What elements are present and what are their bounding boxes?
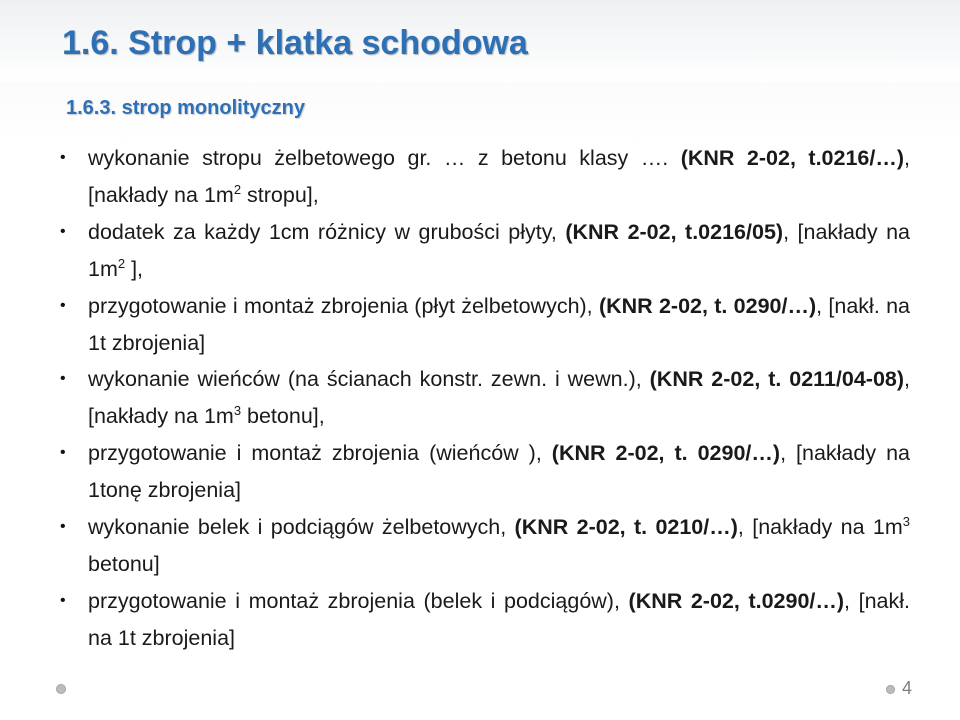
superscript: 2 [233,181,242,197]
knr-reference: (KNR 2-02, t. 0290/…) [551,441,781,466]
knr-reference: (KNR 2-02, t.0216/…) [680,146,905,170]
bullet-text: ], [125,256,144,281]
footer-dot-right-icon [886,685,895,694]
bullet-dot-icon: • [60,444,66,462]
page-number: 4 [902,678,913,698]
superscript: 3 [233,403,242,419]
bullet-text: , [nakłady na 1m [88,367,911,429]
bullet-text: , [nakł. na 1t zbrojenia] [88,293,911,355]
bullet-text: betonu] [88,551,160,576]
bullet-item [60,583,910,657]
bullet-item [60,435,910,509]
bullet-text: wykonanie stropu żelbetowego gr. … z betonu klasy …. [88,146,681,170]
bullet-text: dodatek za każdy 1cm różnicy w grubości płyty, [88,219,566,244]
slide-subtitle: 1.6.3. strop monolityczny [66,97,305,119]
bullet-text: , [nakłady na 1tonę zbrojenia] [88,441,910,503]
bullet-text: , [nakłady na 1m [88,219,911,281]
bullet-dot-icon: • [60,370,66,388]
bullet-text: , [nakłady na 1m [737,515,903,540]
bullet-text: betonu], [241,404,325,429]
bullet-dot-icon: • [60,296,66,314]
bullet-dot-icon: • [60,222,66,240]
knr-reference: (KNR 2-02, t.0216/05) [565,219,784,244]
knr-reference: (KNR 2-02, t. 0211/04-08) [649,367,905,392]
bullet-dot-icon: • [60,591,66,609]
bullet-dot-icon: • [60,149,66,166]
bullet-dot-icon: • [60,518,66,536]
bullet-text: przygotowanie i montaż zbrojenia (wieńców ), [88,441,552,466]
slide-title: 1.6. Strop + klatka schodowa [62,24,528,62]
bullet-text: , [nakł. na 1t zbrojenia] [88,588,910,650]
bullet-text: wykonanie belek i podciągów żelbetowych, [88,515,515,540]
bullet-item [60,361,910,435]
bullet-text: , [nakłady na 1m [88,146,910,207]
bullet-item [60,509,910,583]
superscript: 3 [902,514,910,530]
bullet-item [60,288,910,362]
superscript: 2 [117,255,126,271]
bullet-text: stropu], [241,182,319,207]
knr-reference: (KNR 2-02, t. 0290/…) [598,293,817,318]
footer-dot-left-icon [56,684,66,694]
bullet-text: wykonanie wieńców (na ścianach konstr. zewn. i wewn.), [88,367,650,392]
bullet-item [60,140,910,214]
bullet-list [60,140,910,657]
knr-reference: (KNR 2-02, t.0290/…) [628,588,845,613]
bullet-text: przygotowanie i montaż zbrojenia (belek i podciągów), [88,588,629,613]
knr-reference: (KNR 2-02, t. 0210/…) [514,515,738,540]
bullet-text: przygotowanie i montaż zbrojenia (płyt żelbetowych), [88,293,599,318]
bullet-item [60,214,910,288]
